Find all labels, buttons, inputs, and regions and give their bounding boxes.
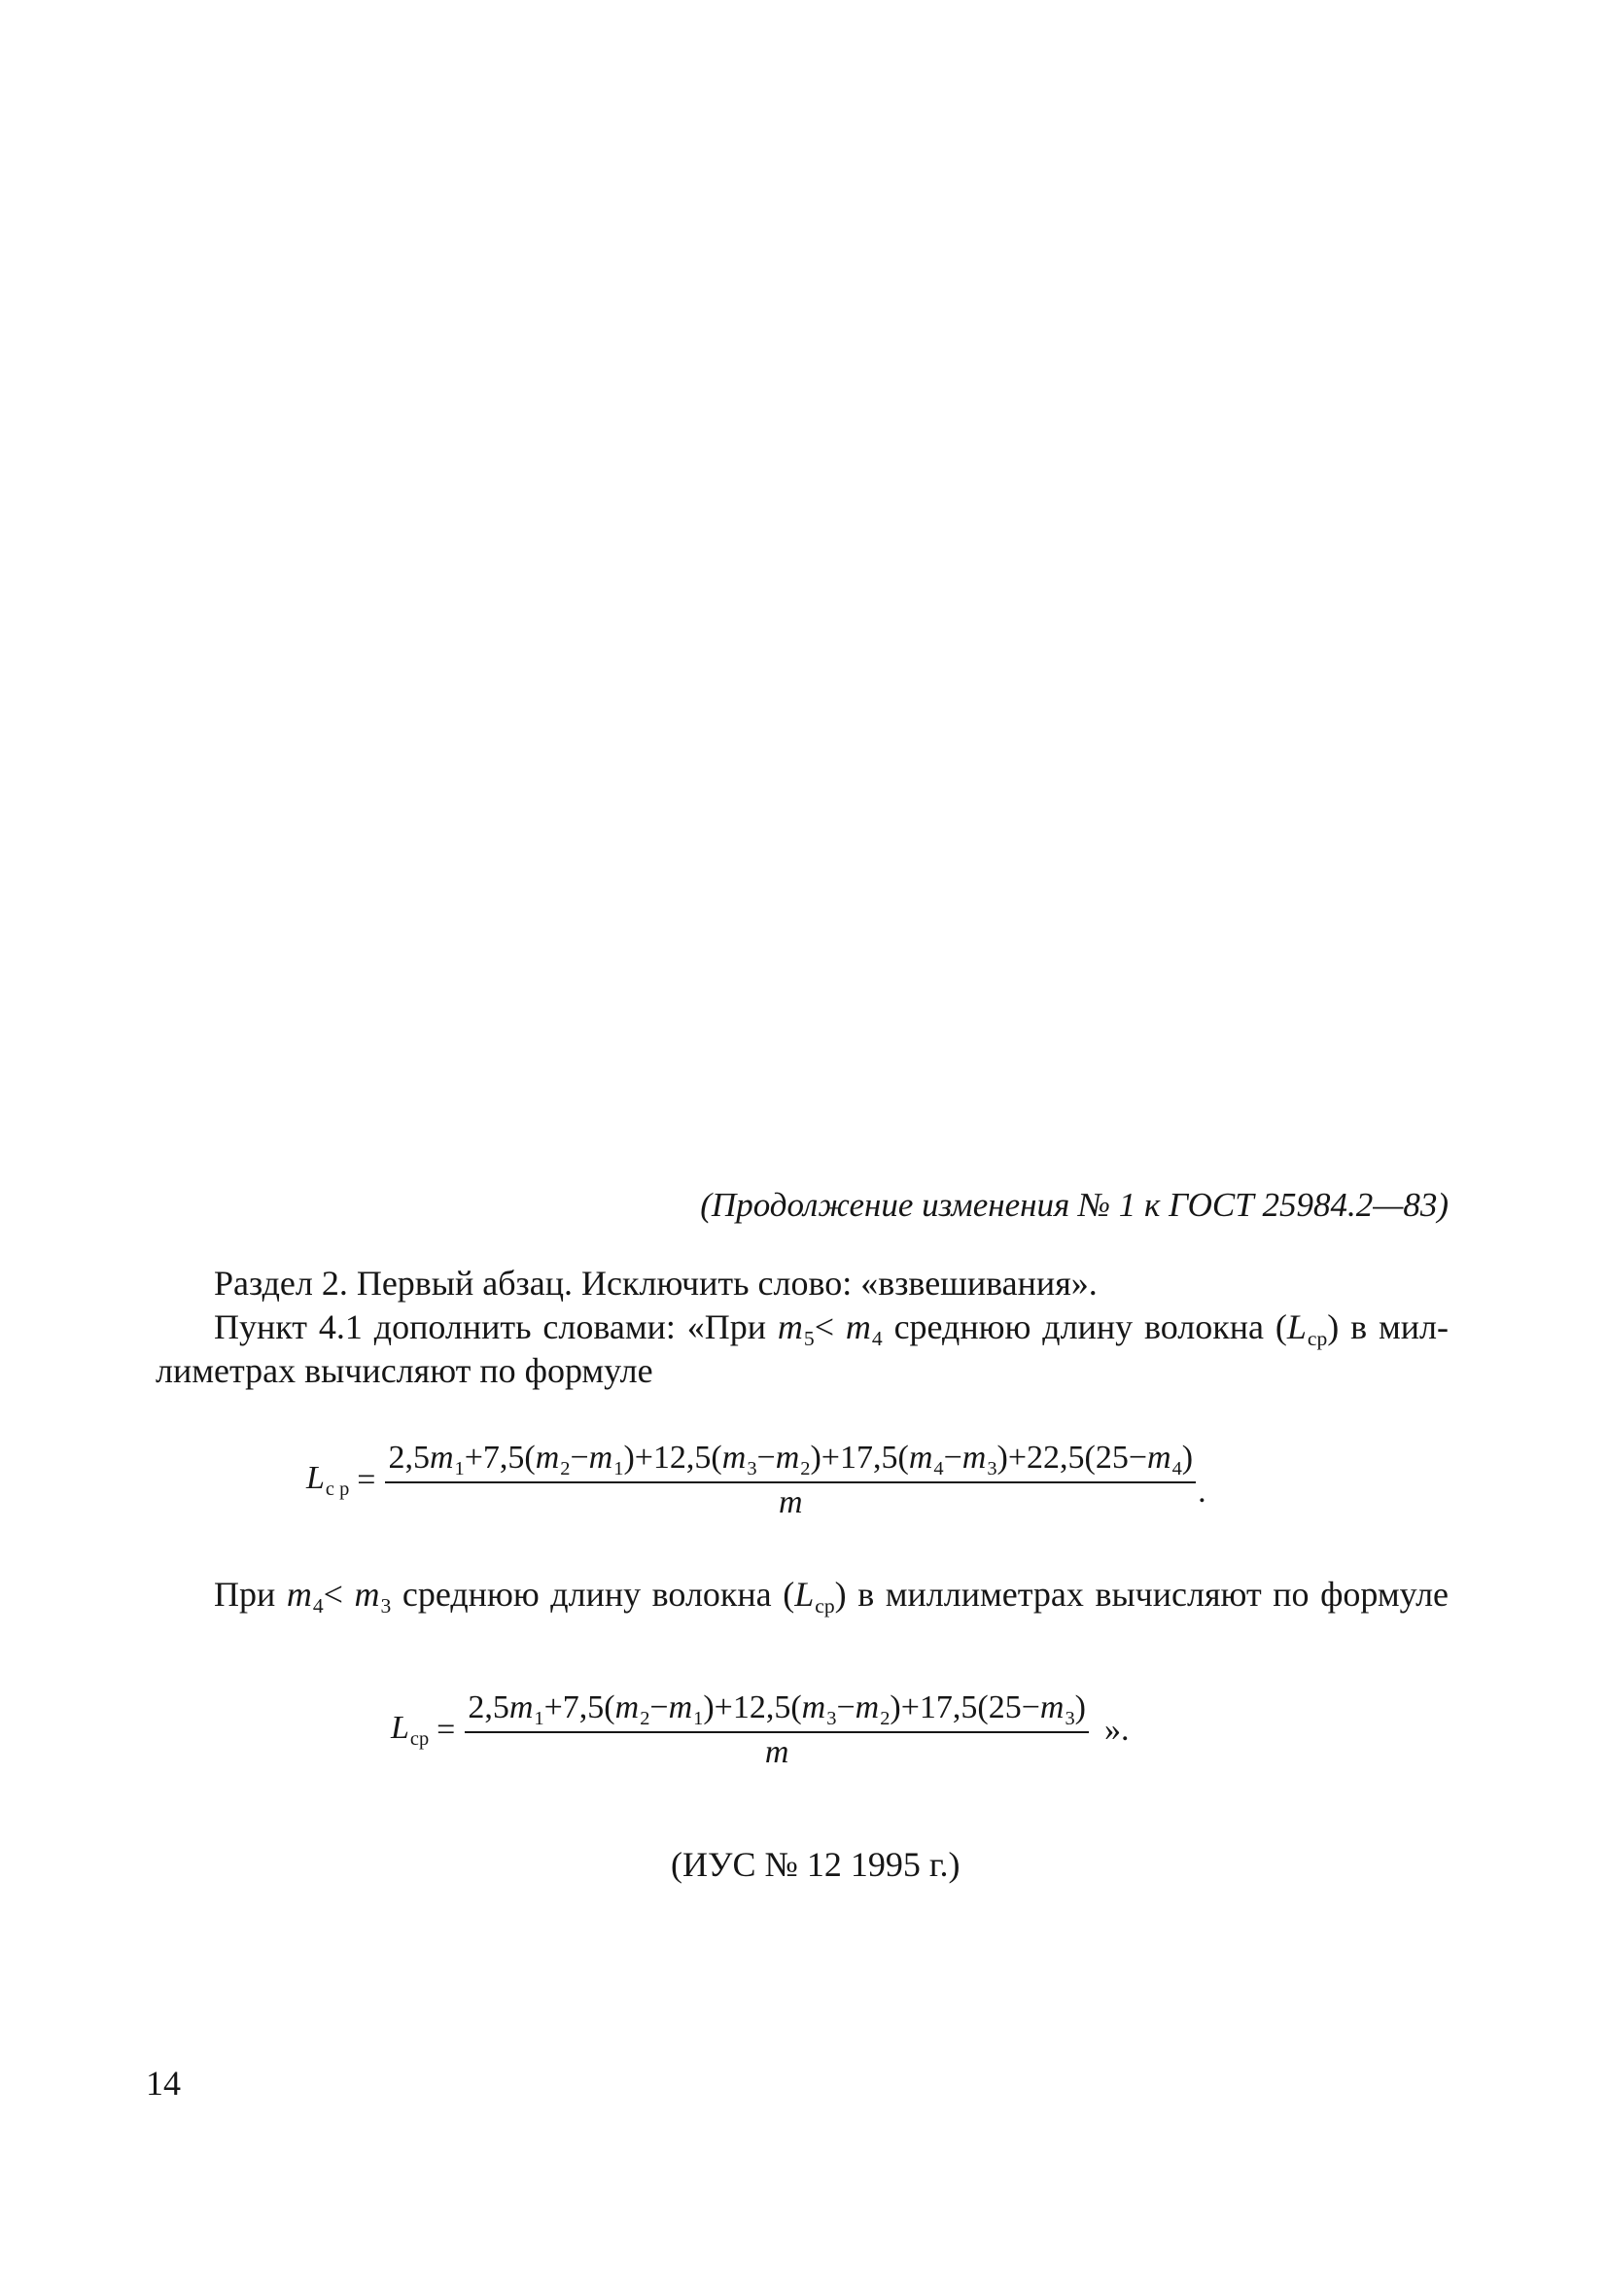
variable-subscript: ср — [815, 1593, 835, 1618]
text-run: ) в миллиметрах вычисляют по формуле — [834, 1575, 1450, 1614]
variable-symbol: m — [588, 1440, 613, 1476]
math-variable — [1039, 1689, 1075, 1729]
variable-symbol: m — [429, 1440, 454, 1476]
formula-lhs — [306, 1459, 349, 1502]
variable-symbol: m — [855, 1689, 880, 1725]
variable-subscript: 4 — [312, 1593, 324, 1618]
text-run: ) в мил- — [1327, 1307, 1449, 1346]
math-variable — [801, 1689, 837, 1729]
amendment-header: (Продолжение изменения № 1 к ГОСТ 25984.2—83) — [700, 1186, 1449, 1224]
text-run: )+22,5(25− — [996, 1440, 1148, 1476]
formula-1 — [306, 1439, 1206, 1522]
clause-line-continuation: лиметрах вычисляют по формуле — [156, 1351, 653, 1390]
math-variable — [286, 1575, 324, 1618]
variable-symbol: m — [614, 1689, 640, 1725]
variable-subscript: 1 — [693, 1707, 704, 1729]
variable-subscript: 2 — [880, 1707, 891, 1729]
variable-symbol: m — [1039, 1689, 1065, 1725]
variable-subscript: 2 — [560, 1457, 571, 1479]
variable-subscript: 3 — [1065, 1707, 1075, 1729]
math-variable — [961, 1440, 997, 1479]
text-run: 2,5 — [388, 1440, 430, 1476]
variable-symbol: m — [777, 1307, 803, 1346]
variable-subscript: 4 — [1171, 1457, 1182, 1479]
text-run: ) — [1181, 1440, 1194, 1476]
variable-symbol: m — [668, 1689, 693, 1725]
variable-subscript: 3 — [747, 1457, 757, 1479]
math-variable — [845, 1307, 883, 1350]
formula-lhs — [391, 1709, 429, 1752]
text-run: среднюю длину волокна ( — [882, 1307, 1287, 1346]
text-run: − — [943, 1440, 962, 1476]
variable-symbol: m — [535, 1440, 560, 1476]
math-variable — [588, 1440, 624, 1479]
math-variable — [508, 1689, 544, 1729]
text-run: +7,5( — [543, 1689, 615, 1725]
variable-subscript: 3 — [380, 1593, 392, 1618]
math-variable — [908, 1440, 944, 1479]
variable-subscript: 4 — [933, 1457, 944, 1479]
math-variable — [1147, 1440, 1182, 1479]
math-variable — [721, 1440, 757, 1479]
variable-symbol: L — [306, 1460, 325, 1496]
variable-subscript: 2 — [800, 1457, 811, 1479]
math-variable — [777, 1307, 815, 1350]
variable-symbol: m — [775, 1440, 800, 1476]
fraction — [385, 1439, 1196, 1522]
formula-2 — [391, 1688, 1129, 1772]
math-variable — [429, 1440, 465, 1479]
text-run: − — [756, 1440, 776, 1476]
equals-sign: = — [357, 1462, 376, 1498]
variable-symbol: L — [391, 1710, 409, 1746]
text-run: < — [323, 1575, 355, 1614]
clause-line — [214, 1306, 1449, 1352]
text-run: )+17,5(25− — [890, 1689, 1040, 1725]
variable-subscript: 5 — [803, 1326, 815, 1350]
math-variable — [794, 1575, 835, 1618]
math-variable — [779, 1484, 803, 1520]
denominator — [765, 1733, 789, 1772]
section-paragraph: Раздел 2. Первый абзац. Исключить слово: «взвешивания». — [214, 1264, 1098, 1303]
equals-sign: = — [437, 1712, 456, 1748]
variable-subscript: с р — [325, 1478, 350, 1500]
variable-symbol: m — [908, 1440, 933, 1476]
math-variable — [775, 1440, 811, 1479]
math-variable — [354, 1575, 392, 1618]
source-note: (ИУС № 12 1995 г.) — [671, 1845, 961, 1884]
text-run: )+12,5( — [623, 1440, 722, 1476]
text-run: − — [570, 1440, 589, 1476]
variable-symbol: m — [1147, 1440, 1171, 1476]
variable-symbol: m — [764, 1734, 789, 1770]
text-run: Пункт 4.1 дополнить словами: «При — [214, 1307, 778, 1346]
text-run: среднюю длину волокна ( — [391, 1575, 795, 1614]
variable-symbol: m — [779, 1484, 803, 1520]
variable-subscript: ср — [1307, 1326, 1328, 1350]
variable-subscript: 1 — [534, 1707, 544, 1729]
math-variable — [535, 1440, 571, 1479]
variable-subscript: 3 — [987, 1457, 997, 1479]
variable-subscript: 4 — [871, 1326, 883, 1350]
math-variable — [855, 1689, 891, 1729]
math-variable — [391, 1710, 430, 1750]
text-run: 2,5 — [468, 1689, 509, 1725]
denominator — [779, 1483, 803, 1522]
text-run: )+17,5( — [810, 1440, 909, 1476]
text-run: При — [214, 1575, 287, 1614]
text-run: − — [649, 1689, 669, 1725]
variable-symbol: L — [794, 1575, 815, 1614]
text-run: ) — [1074, 1689, 1086, 1725]
variable-symbol: m — [508, 1689, 534, 1725]
variable-symbol: L — [1286, 1307, 1307, 1346]
math-variable — [306, 1460, 350, 1500]
variable-subscript: 1 — [454, 1457, 465, 1479]
text-run: +7,5( — [464, 1440, 536, 1476]
math-variable — [765, 1734, 789, 1770]
page-number: 14 — [146, 2064, 181, 2103]
math-variable — [614, 1689, 650, 1729]
variable-symbol: m — [286, 1575, 312, 1614]
formula-terminator: . — [1198, 1474, 1206, 1510]
variable-subscript: 1 — [613, 1457, 624, 1479]
numerator — [465, 1688, 1089, 1731]
variable-symbol: m — [721, 1440, 747, 1476]
variable-symbol: m — [845, 1307, 871, 1346]
math-variable — [668, 1689, 704, 1729]
fraction — [465, 1688, 1089, 1772]
variable-symbol: m — [354, 1575, 380, 1614]
text-run: < — [814, 1307, 846, 1346]
math-variable — [1286, 1307, 1328, 1350]
variable-subscript: ср — [409, 1727, 430, 1750]
text-run: )+12,5( — [703, 1689, 802, 1725]
variable-subscript: 3 — [826, 1707, 837, 1729]
formula-terminator: ». — [1103, 1712, 1130, 1748]
variable-symbol: m — [801, 1689, 826, 1725]
variable-subscript: 2 — [640, 1707, 650, 1729]
variable-symbol: m — [961, 1440, 987, 1476]
numerator — [385, 1439, 1196, 1481]
text-run: − — [836, 1689, 856, 1725]
condition-paragraph — [214, 1574, 1449, 1619]
